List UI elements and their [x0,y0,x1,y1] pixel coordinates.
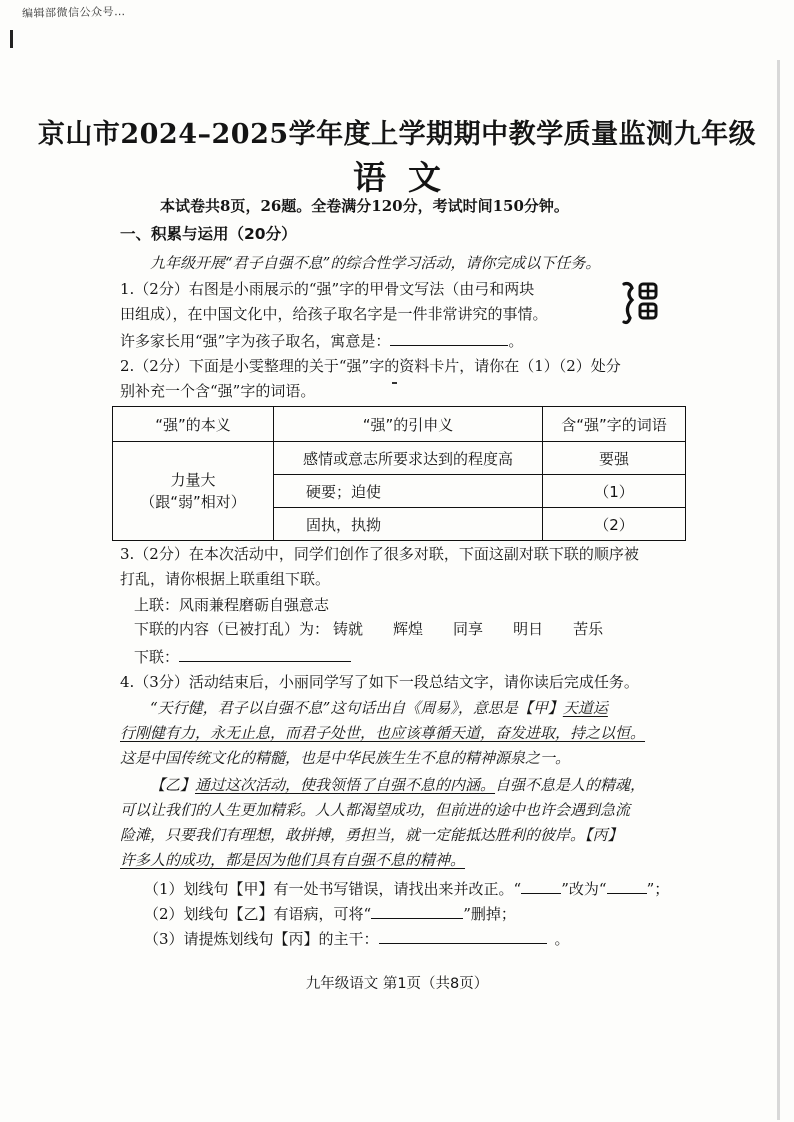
q1-line-2: 田组成），在中国文化中，给孩子取名字是一件非常讲究的事情。 [120,305,548,323]
q2-line-2: 别补充一个含“强”字的词语。 [120,382,316,400]
exam-title: 京山市2024–2025学年度上学期期中教学质量监测九年级 [37,119,757,150]
q4-sentence-yi: 通过这次活动，使我领悟了自强不息的内涵。 [195,776,496,794]
q2-line-1: 2.（2分）下面是小雯整理的关于“强”字的资料卡片，请你在（1）（2）处分 [120,357,621,375]
page-footer: 九年级语文 第1页（共8页） [305,976,489,992]
q4-sentence-jia: 行刚健有力，永无止息，而君子处世，也应该尊循天道，奋发进取，持之以恒。 [120,724,646,742]
q3-answer-label: 下联： [134,648,180,666]
extended-meaning-cell: 感情或意志所要求达到的程度高 [274,442,543,475]
q3-lower-label: 下联的内容（已被打乱）为： [134,620,330,638]
word-blank-2[interactable]: （2） [543,508,686,541]
q4-para1-line1 [150,699,608,717]
q1-end: 。 [508,332,524,350]
original-meaning-cell [113,442,274,541]
qiang-info-card-table [112,406,686,541]
q4-sub2-end: ”删掉； [463,905,516,923]
q1-prompt: 许多家长用“强”字为孩子取名，寓意是： [120,332,391,350]
q4-para2-line2: 可以让我们的人生更加精彩。人人都渴望成功，但前进的途中也许会遇到急流 [120,801,631,819]
table-header-row [113,407,686,442]
subject-title: 语文 [353,158,463,197]
original-meaning-note: （跟“弱”相对） [140,493,246,511]
q1-line-3 [120,330,523,350]
q4-sentence-jia-start: 天道运 [562,699,608,717]
word-chip: 铸就 [333,620,364,638]
word-chip: 辉煌 [393,620,424,638]
q4-p1-text: “天行健，君子以自强不息”这句话出自《周易》，意思是【甲】 [150,699,563,717]
q3-answer-line [134,646,351,666]
q3-answer-blank[interactable] [179,646,351,662]
scan-edge-shadow [777,60,780,1120]
extended-meaning-cell: 固执，执拗 [274,508,543,541]
q4-sub3-blank[interactable] [379,928,547,944]
word-chip: 苦乐 [573,620,604,638]
word-chip: 明日 [513,620,544,638]
activity-context: 九年级开展“君子自强不息”的综合性学习活动，请你完成以下任务。 [150,254,601,272]
q4-line-1: 4.（3分）活动结束后，小丽同学写了如下一段总结文字，请你读后完成任务。 [120,673,639,691]
q3-line-1: 3.（2分）在本次活动中，同学们创作了很多对联，下面这副对联下联的顺序被 [120,545,639,563]
header-original-meaning: “强”的本义 [113,407,274,442]
scan-header-fragment: 编辑部微信公众号… [21,5,126,20]
header-extended-meaning: “强”的引申义 [274,407,543,442]
scan-edge-mark [10,30,13,48]
q4-sub1-prompt: （1）划线句【甲】有一处书写错误，请找出来并改正。“ [144,880,522,898]
q4-sub1-end: ”； [646,880,670,898]
header-words: 含“强”字的词语 [543,407,686,442]
table-row [113,442,686,475]
word-cell: 要强 [543,442,686,475]
exam-intro: 本试卷共8页，26题。全卷满分120分，考试时间150分钟。 [160,197,569,215]
q4-sub1 [144,878,669,898]
word-chip: 同享 [453,620,484,638]
scan-speck [392,382,397,384]
word-blank-1[interactable]: （1） [543,475,686,508]
q4-label-yi: 【乙】 [150,776,196,794]
q1-line-1: 1.（2分）右图是小雨展示的“强”字的甲骨文写法（由弓和两块 [120,280,535,298]
original-meaning-main: 力量大 [170,470,216,489]
q4-sub3-end: 。 [554,930,570,948]
extended-meaning-cell: 硬要；迫使 [274,475,543,508]
q3-upper-couplet: 上联：风雨兼程磨砺自强意志 [134,596,330,614]
q4-sub1-mid: ”改为“ [561,880,607,898]
q4-sub3 [144,928,570,948]
q4-sub2 [144,903,516,923]
q3-line-2: 打乱，请你根据上联重组下联。 [120,570,331,588]
q4-para1-line3: 这是中国传统文化的精髓，也是中华民族生生不息的精神源泉之一。 [120,749,571,767]
q3-scrambled-words [134,620,603,638]
oracle-bone-qiang-icon [620,278,664,326]
q4-sub2-prompt: （2）划线句【乙】有语病，可将“ [144,905,372,923]
q1-answer-blank[interactable] [390,330,508,346]
q4-sub3-prompt: （3）请提炼划线句【丙】的主干： [144,930,379,948]
q4-p2-text: 自强不息是人的精魂， [495,776,646,794]
q4-para2-line3: 险滩，只要我们有理想，敢拼搏，勇担当，就一定能抵达胜利的彼岸。【丙】 [120,826,623,844]
q4-sub2-blank[interactable] [371,903,463,919]
q4-para2-line1 [150,776,645,794]
q4-sub1-correct-blank[interactable] [607,878,647,894]
q4-sentence-bing: 许多人的成功，都是因为他们具有自强不息的精神。 [120,851,466,869]
section-heading: 一、积累与运用（20分） [120,225,297,243]
q4-sub1-wrong-blank[interactable] [521,878,561,894]
